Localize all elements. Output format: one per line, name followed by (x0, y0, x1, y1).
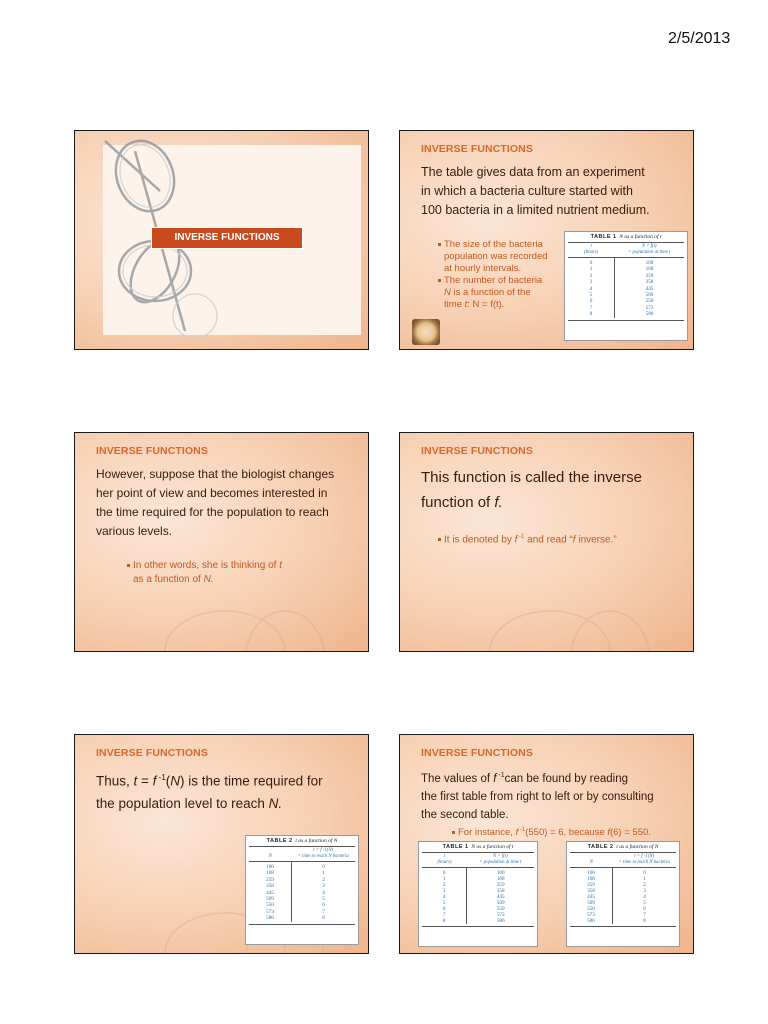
table-1: TABLE 1 N as a function of t t (hours) N = f(t) = population at time t 0 1 2 3 4 5 6 7 8 100 168 259 358 445 509 550 573 586 (564, 231, 688, 341)
bullet-list (452, 824, 692, 839)
bullet-icon (438, 538, 441, 541)
table-1-t-column: 0 1 2 3 4 5 6 7 8 (568, 258, 615, 318)
bullet-icon (438, 279, 441, 282)
slide-3 (74, 432, 369, 652)
slide-body: This function is called the inverse function of f. (421, 469, 642, 511)
slide-body: The values of f $^{-1}$can be found by reading the first table from right to left or by consulting the second table. (421, 772, 654, 821)
bullet-icon (127, 564, 130, 567)
bullet-list (438, 531, 678, 546)
title-box: INVERSE FUNCTIONS (151, 227, 303, 249)
bullet-icon (438, 243, 441, 246)
bullet-list: The size of the bacteria population was recorded at hourly intervals. The number of bacteria N is a function of the time t: N = f(t). (438, 239, 558, 311)
background-decoration (400, 581, 694, 651)
bullet-item: The number of bacteria (438, 275, 558, 287)
slide-body: However, suppose that the biologist changes her point of view and becomes interested in the time required for the population to reach various levels. (96, 467, 335, 538)
slide-4 (399, 432, 694, 652)
table-1-n-column: 100 168 259 358 445 509 550 573 586 (645, 260, 654, 318)
bullet-item: The size of the bacteria (438, 239, 558, 251)
slide-header: INVERSE FUNCTIONS (421, 143, 533, 155)
table-2: TABLE 2 t as a function of N N t = f -1(N) = time to reach N bacteria 100 168 259 358 445 509 550 573 586 0 1 2 3 4 5 6 7 8 (245, 835, 359, 945)
slide-body: The table gives data from an experiment in which a bacteria culture started with 100 bacteria in a limited nutrient medium. (421, 165, 650, 217)
slide-header: INVERSE FUNCTIONS (96, 445, 208, 457)
table-1-copy: TABLE 1 N as a function of t t (hours) N = f(t) = population at time t 0 1 2 3 4 5 6 7 8 100 168 259 358 445 509 550 573 586 (418, 841, 538, 947)
slide-header: INVERSE FUNCTIONS (421, 445, 533, 457)
background-decoration (75, 581, 369, 651)
slide-6 (399, 734, 694, 954)
slide-2 (399, 130, 694, 350)
bullet-item: In other words, she is thinking of t (127, 559, 347, 573)
slide-body: Thus, t = f $^{-1}$(N) is the time required for the population level to reach N. (96, 773, 323, 811)
slide-header: INVERSE FUNCTIONS (421, 747, 533, 759)
slide-5 (74, 734, 369, 954)
bullet-list: In other words, she is thinking of t as a function of N. (127, 559, 347, 587)
table-2-t-column: 0 1 2 3 4 5 6 7 8 (322, 864, 325, 922)
table-2-copy: TABLE 2 t as a function of N N t = f -1(N) = time to reach N bacteria 100 168 259 358 445 509 550 573 586 0 1 2 3 4 5 6 7 8 (566, 841, 680, 947)
page-date: 2/5/2013 (668, 30, 731, 47)
slide-title (74, 130, 369, 350)
bullet-icon (452, 831, 455, 834)
slide-header: INVERSE FUNCTIONS (96, 747, 208, 759)
bullet-item: It is denoted by f $^{-1}$ and read “f inverse.” (438, 531, 678, 546)
table-2-n-column: 100 168 259 358 445 509 550 573 586 (249, 862, 292, 922)
bullet-item: For instance, f $^{-1}$(550) = 6, because f(6) = 550. (452, 824, 692, 839)
petri-dish-photo (412, 319, 440, 345)
